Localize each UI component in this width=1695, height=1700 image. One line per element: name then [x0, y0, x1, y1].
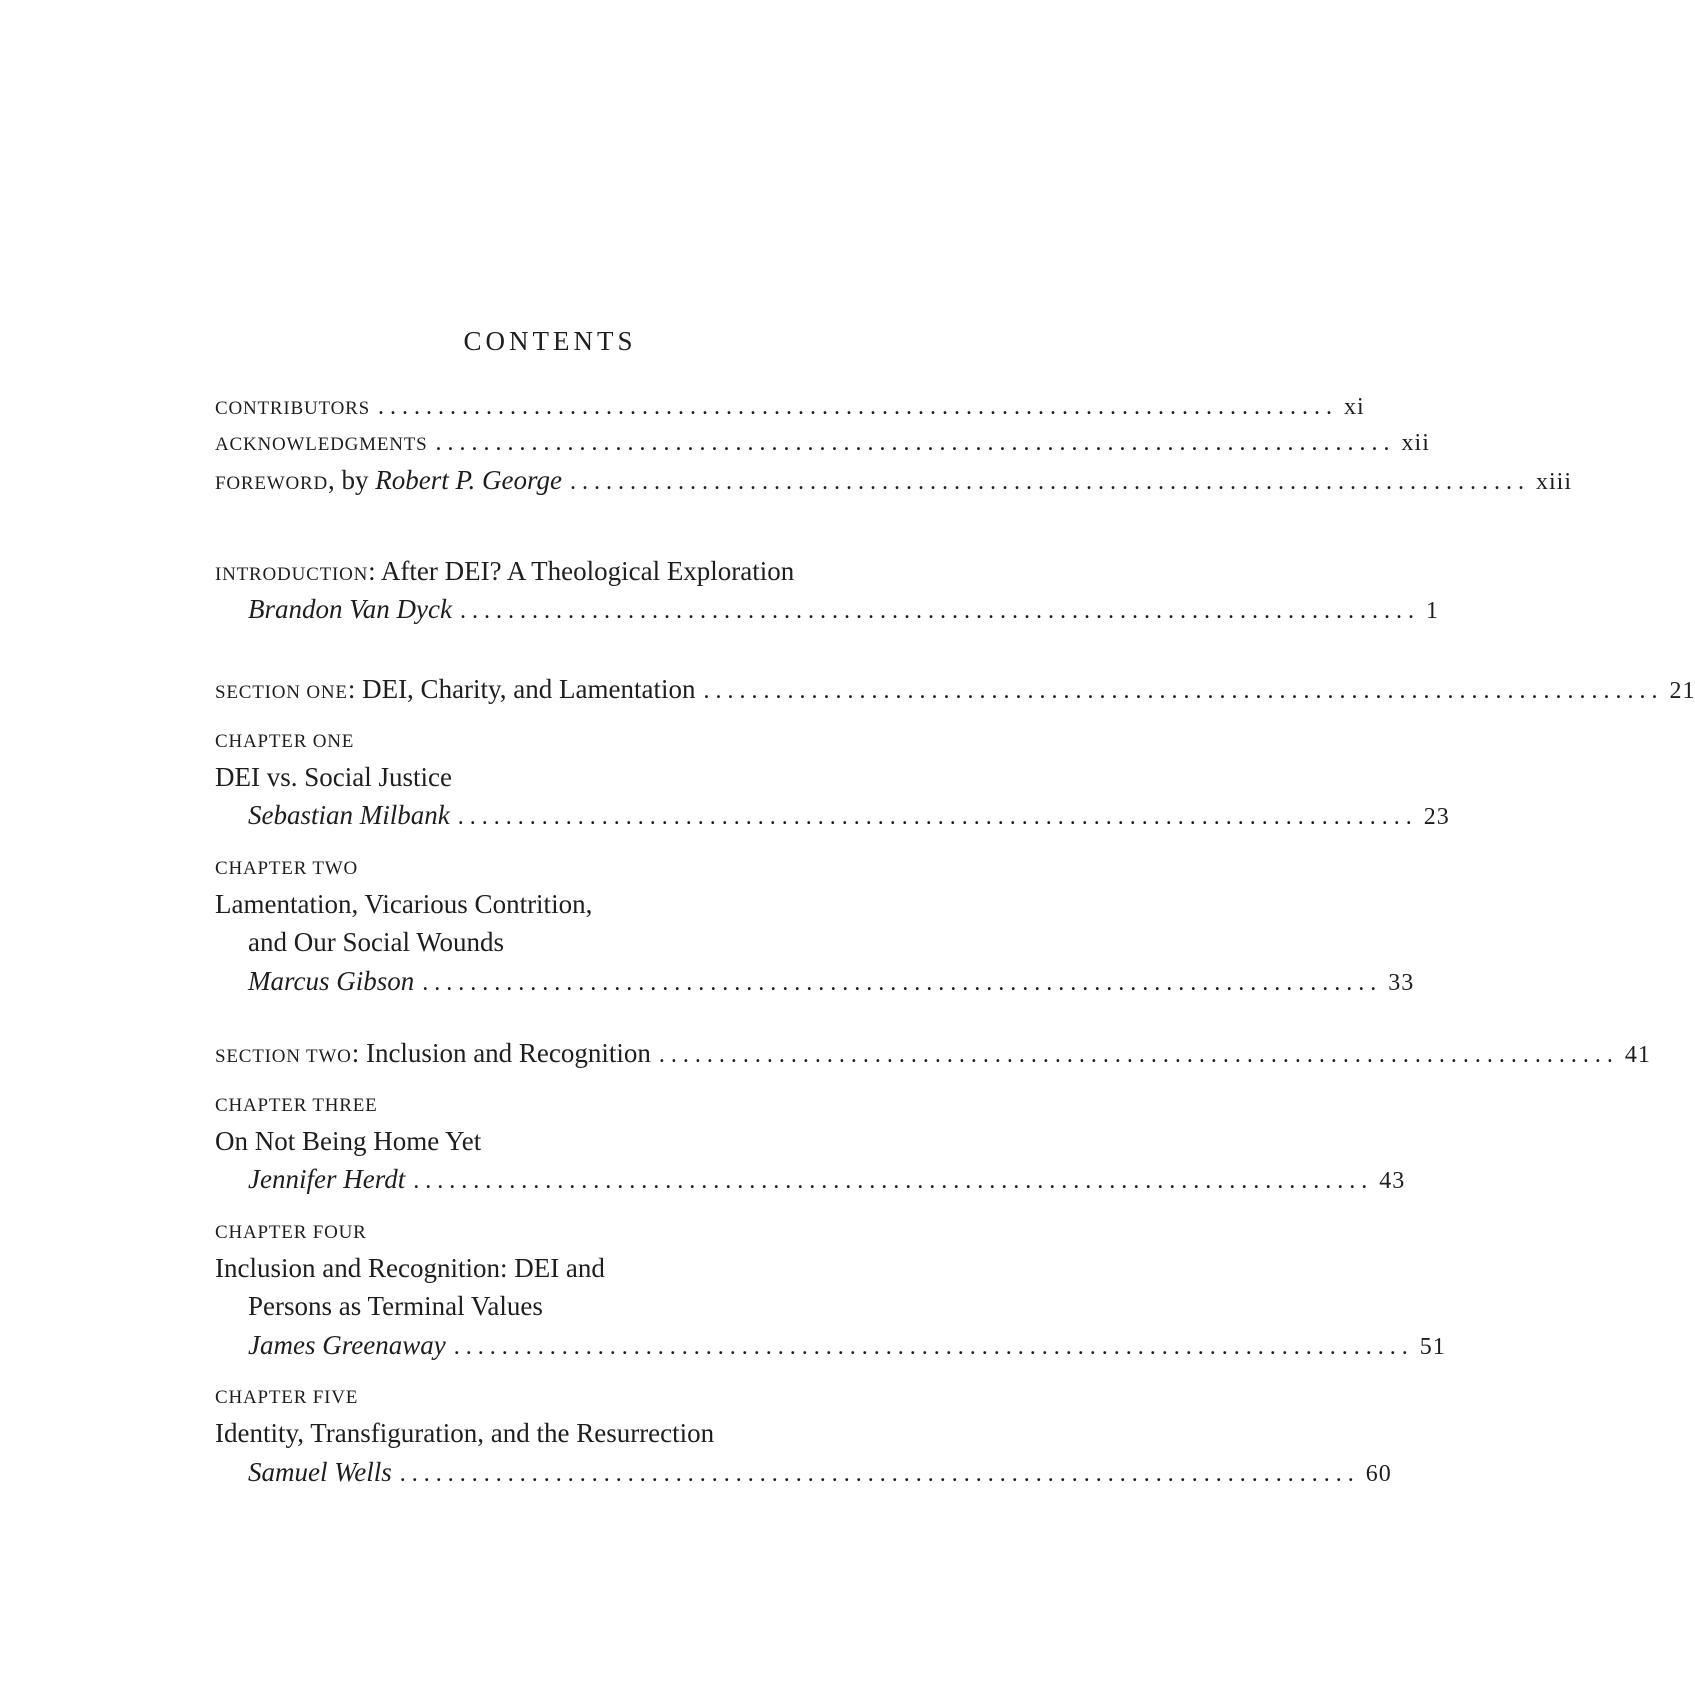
entry-author: Brandon Van Dyck — [248, 594, 452, 624]
chapter-title: Persons as Terminal Values — [248, 1291, 543, 1321]
page-number: 33 — [1388, 970, 1415, 996]
dot-leader: ................................................................................ — [457, 804, 1418, 830]
introduction-author-row[interactable] — [248, 594, 1439, 624]
dot-leader: ................................................................................ — [413, 1168, 1374, 1194]
dot-leader: ................................................................................ — [422, 970, 1383, 996]
chapter-label-row — [215, 1096, 895, 1115]
dot-leader: ................................................................................ — [703, 678, 1664, 704]
page-number: 1 — [1425, 598, 1439, 624]
chapter-title-continuation — [248, 1293, 895, 1320]
entry-label: FOREWORD — [215, 473, 329, 494]
chapter-label-row — [215, 1388, 895, 1407]
dot-leader: ................................................................................ — [435, 430, 1396, 456]
entry-author: Jennifer Herdt — [248, 1164, 406, 1194]
chapter-title-continuation — [248, 929, 895, 956]
chapter-author-row[interactable] — [248, 1164, 1406, 1194]
entry-author: Marcus Gibson — [248, 966, 415, 996]
contents-title: CONTENTS — [463, 326, 637, 356]
toc-entry-contributors[interactable] — [215, 394, 1365, 420]
page-number: xii — [1401, 430, 1430, 456]
chapter-label: CHAPTER TWO — [215, 858, 359, 879]
chapter-label: CHAPTER THREE — [215, 1095, 378, 1116]
page-number: 41 — [1624, 1042, 1651, 1068]
toc-entry-section-two[interactable] — [215, 1038, 1651, 1068]
dot-leader: ................................................................................ — [570, 469, 1530, 495]
toc-entry-chapter-one[interactable] — [215, 764, 895, 791]
page-number: 23 — [1423, 804, 1450, 830]
toc-entry-chapter-four[interactable] — [215, 1255, 895, 1282]
chapter-author-row[interactable] — [248, 1330, 1446, 1360]
chapter-title: Lamentation, Vicarious Contrition, — [215, 889, 593, 919]
chapter-title: On Not Being Home Yet — [215, 1126, 482, 1156]
chapter-label-row — [215, 859, 895, 878]
chapter-label: CHAPTER FIVE — [215, 1387, 359, 1408]
chapter-label: CHAPTER ONE — [215, 731, 355, 752]
section-label: SECTION ONE — [215, 682, 348, 703]
entry-label: CONTRIBUTORS — [215, 398, 370, 419]
chapter-label-row — [215, 732, 895, 751]
entry-label: ACKNOWLEDGMENTS — [215, 434, 428, 455]
chapter-author-row[interactable] — [248, 966, 1415, 996]
toc-entry-acknowledgments[interactable] — [215, 430, 1430, 456]
chapter-author-row[interactable] — [248, 1457, 1392, 1487]
entry-author: Samuel Wells — [248, 1457, 392, 1487]
page-number: 43 — [1379, 1168, 1406, 1194]
toc-entry-chapter-two[interactable] — [215, 891, 895, 918]
chapter-label-row — [215, 1223, 895, 1242]
section-label: SECTION TWO — [215, 1046, 352, 1067]
page-number: 60 — [1365, 1461, 1392, 1487]
dot-leader: ................................................................................ — [459, 598, 1420, 624]
chapter-title: and Our Social Wounds — [248, 927, 505, 957]
introduction-label: INTRODUCTION — [215, 564, 369, 585]
dot-leader: ................................................................................ — [658, 1042, 1619, 1068]
page-number: xi — [1343, 394, 1365, 420]
page-number: 51 — [1419, 1334, 1446, 1360]
entry-separator: , by — [328, 465, 376, 495]
chapter-title: DEI vs. Social Justice — [215, 762, 452, 792]
toc-entry-foreword[interactable] — [215, 465, 1573, 495]
chapter-title: Inclusion and Recognition: DEI and — [215, 1253, 605, 1283]
chapter-author-row[interactable] — [248, 800, 1450, 830]
toc-entry-chapter-three[interactable] — [215, 1128, 895, 1155]
dot-leader: ................................................................................ — [453, 1334, 1414, 1360]
entry-author: Robert P. George — [375, 465, 562, 495]
chapter-title: Identity, Transfiguration, and the Resurrection — [215, 1418, 715, 1448]
toc-entry-introduction[interactable] — [215, 558, 895, 585]
dot-leader: ................................................................................ — [399, 1461, 1360, 1487]
section-title: : DEI, Charity, and Lamentation — [347, 674, 696, 704]
entry-author: James Greenaway — [248, 1330, 446, 1360]
toc-entry-section-one[interactable] — [215, 674, 1695, 704]
dot-leader: ................................................................................ — [377, 394, 1338, 420]
chapter-label: CHAPTER FOUR — [215, 1222, 367, 1243]
entry-author: Sebastian Milbank — [248, 800, 450, 830]
page-number: 21 — [1669, 678, 1695, 704]
page-number: xiii — [1536, 469, 1573, 495]
toc-entry-chapter-five[interactable] — [215, 1420, 895, 1447]
section-title: : Inclusion and Recognition — [351, 1038, 651, 1068]
introduction-title: : After DEI? A Theological Exploration — [368, 556, 795, 586]
